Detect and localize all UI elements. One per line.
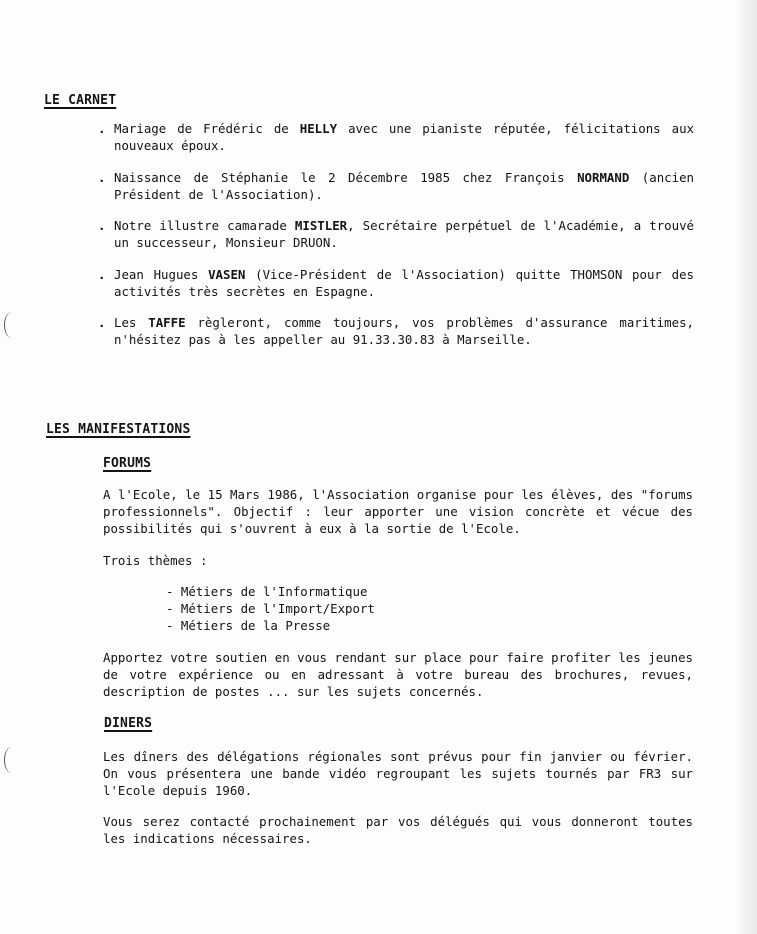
carnet-item-taffe: . Les TAFFE règleront, comme toujours, vos problèmes d'assurance maritimes, n'hésitez pas à les appeller au 91.33.30.83 à Marseille. — [98, 315, 694, 347]
name-highlight: HELLY — [299, 121, 338, 136]
forums-heading: FORUMS — [103, 456, 152, 471]
carnet-list — [98, 120, 694, 363]
list-bullet: . — [98, 169, 106, 185]
name-highlight: NORMAND — [577, 169, 630, 185]
themes-label: Trois thèmes : — [103, 553, 208, 568]
carnet-item-vasen: . Jean Hugues VASEN (Vice-Président de l'Association) quitte THOMSON pour des activités très secrètes en Espagne. — [98, 266, 694, 299]
carnet-item-helly: . Mariage de Frédéric de HELLY avec une pianiste réputée, félicitations aux nouveaux époux. — [98, 121, 694, 153]
punch-hole-mark-lower — [4, 747, 19, 773]
punch-hole-mark-upper — [4, 312, 19, 338]
diners-text-1: Les dîners des délégations régionales sont prévus pour fin janvier ou février. On vous présentera une bande vidéo regroupant les sujets tournés par FR3 sur l'Ecole depuis 1960. — [103, 749, 693, 798]
themes-list — [166, 583, 375, 634]
name-highlight: VASEN — [208, 266, 246, 282]
theme-item-presse: - Métiers de la Presse — [166, 618, 331, 633]
name-highlight: MISTLER — [294, 218, 348, 233]
theme-item-import-export: - Métiers de l'Import/Export — [166, 601, 375, 616]
page-edge-shadow — [735, 0, 757, 934]
diners-text-2: Vous serez contacté prochainement par vos délégués qui vous donneront toutes les indications nécessaires. — [103, 814, 693, 846]
theme-item-informatique: - Métiers de l'Informatique — [166, 584, 368, 599]
forums-intro: A l'Ecole, le 15 Mars 1986, l'Association organise pour les élèves, des "forums professionnels". Objectif : leur apporter une vision concrète et vécue des possibilités qui s'ouvrent à eux à la sortie de l'Ecole. — [103, 487, 693, 536]
forums-closing: Apportez votre soutien en vous rendant sur place pour faire profiter les jeunes de votre expérience ou en adressant à votre bureau des brochures, revues, description de postes ... sur les sujets concernés. — [103, 650, 693, 699]
list-bullet: . — [98, 266, 106, 282]
list-bullet: . — [98, 315, 106, 330]
name-highlight: TAFFE — [148, 315, 186, 330]
carnet-item-mistler: . Notre illustre camarade MISTLER, Secrétaire perpétuel de l'Académie, a trouvé un successeur, Monsieur DRUON. — [98, 218, 694, 250]
diners-heading: DINERS — [104, 716, 153, 731]
list-bullet: . — [98, 121, 106, 136]
carnet-heading: LE CARNET — [44, 93, 117, 108]
list-bullet: . — [98, 218, 106, 233]
carnet-item-normand: . Naissance de Stéphanie le 2 Décembre 1985 chez François NORMAND (ancien Président de l'Association). — [98, 169, 694, 202]
manifestations-heading: LES MANIFESTATIONS — [46, 422, 191, 437]
